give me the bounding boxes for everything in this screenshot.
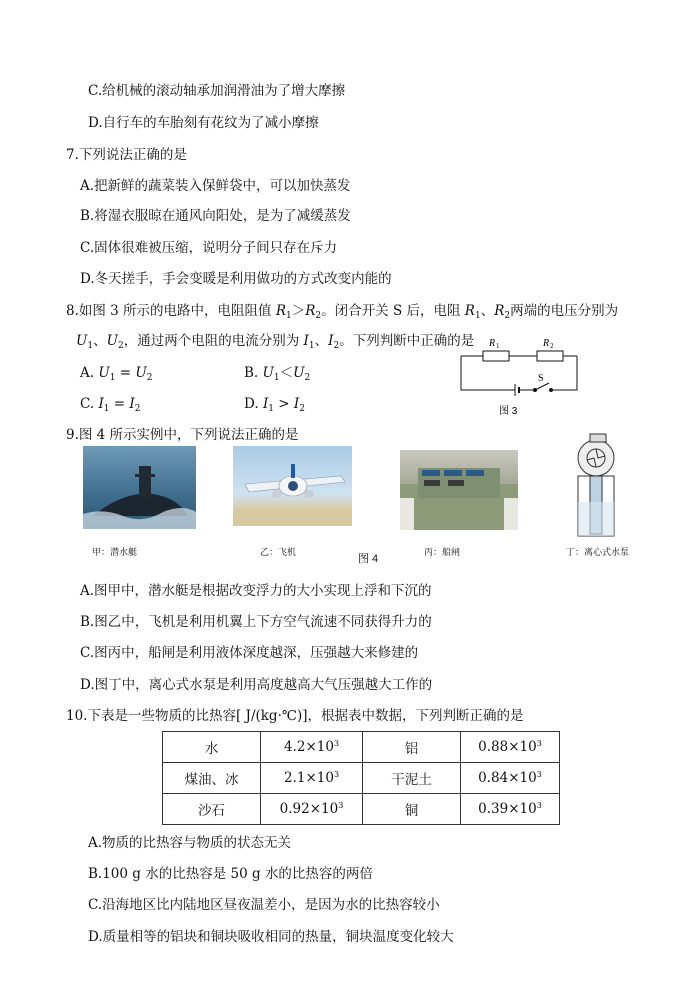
q8-stem-line1: 8.如图 3 所示的电路中，电阻阻值 $R_1>R_2$。闭合开关 S 后，电阻 $R_1$、$R_2$两端的电压分别为 bbox=[66, 303, 619, 321]
ship-lock-photo bbox=[400, 450, 518, 530]
caption-airplane: 乙：飞机 bbox=[260, 548, 297, 558]
svg-text:1: 1 bbox=[496, 342, 500, 350]
table-cell: 铜 bbox=[363, 794, 461, 825]
q6-option-d: D.自行车的车胎刻有花纹为了减小摩擦 bbox=[88, 115, 319, 131]
q9-option-d: D.图丁中，离心式水泵是利用高度越高大气压强越大工作的 bbox=[80, 677, 433, 693]
circuit-diagram bbox=[455, 334, 585, 416]
resistor-r1 bbox=[483, 351, 509, 361]
q10-stem: 10.下表是一些物质的比热容[ J/(kg·℃)]，根据表中数据，下列判断正确的是 bbox=[66, 708, 524, 724]
switch-label: S bbox=[538, 373, 544, 384]
figure-3-label: 图 3 bbox=[499, 406, 518, 416]
svg-text:R: R bbox=[543, 338, 550, 349]
q7-option-d: D.冬天搓手，手会变暖是利用做功的方式改变内能的 bbox=[80, 271, 392, 287]
caption-ship-lock: 丙：船闸 bbox=[424, 548, 461, 558]
table-cell: $4.2\times 10^3$ bbox=[261, 732, 363, 763]
q7-option-c: C.固体很难被压缩，说明分子间只存在斥力 bbox=[80, 240, 338, 256]
q10-option-a: A.物质的比热容与物质的状态无关 bbox=[88, 835, 292, 851]
table-cell: $0.88\times 10^3$ bbox=[461, 732, 560, 763]
table-cell: 铝 bbox=[363, 732, 461, 763]
table-cell: 沙石 bbox=[163, 794, 261, 825]
submarine-photo bbox=[83, 446, 196, 529]
q10-option-b: B.100 g 水的比热容是 50 g 水的比热容的两倍 bbox=[88, 866, 373, 882]
q8-stem-line2: $U_1$、$U_2$，通过两个电阻的电流分别为 $I_1$、$I_2$。下列判断中正确的是 bbox=[76, 333, 475, 351]
figure-4-label: 图 4 bbox=[358, 553, 379, 565]
specific-heat-table bbox=[162, 731, 560, 825]
q7-option-b: B.将湿衣服晾在通风向阳处，是为了减缓蒸发 bbox=[80, 208, 351, 224]
q7-option-a: A.把新鲜的蔬菜装入保鲜袋中，可以加快蒸发 bbox=[80, 178, 351, 194]
table-row bbox=[163, 732, 560, 763]
q8-option-c: C. $I_1 = I_2$ bbox=[80, 396, 141, 414]
svg-text:2: 2 bbox=[550, 342, 554, 350]
airplane-photo bbox=[233, 446, 352, 526]
caption-submarine: 甲：潜水艇 bbox=[92, 548, 138, 558]
table-cell: 水 bbox=[163, 732, 261, 763]
q10-option-d: D.质量相等的铝块和铜块吸收相同的热量，铜块温度变化较大 bbox=[88, 929, 454, 945]
table-row bbox=[163, 763, 560, 794]
q8-option-b: B. $U_1<U_2$ bbox=[244, 365, 311, 383]
caption-pump: 丁：离心式水泵 bbox=[566, 548, 630, 558]
q9-option-a: A.图甲中，潜水艇是根据改变浮力的大小实现上浮和下沉的 bbox=[80, 583, 432, 599]
q9-option-c: C.图丙中，船闸是利用液体深度越深，压强越大来修建的 bbox=[80, 645, 419, 661]
q9-option-b: B.图乙中，飞机是利用机翼上下方空气流速不同获得升力的 bbox=[80, 614, 432, 630]
q7-stem: 7.下列说法正确的是 bbox=[66, 147, 187, 163]
q6-option-c: C.给机械的滚动轴承加润滑油为了增大摩擦 bbox=[88, 83, 346, 99]
table-row bbox=[163, 794, 560, 825]
q9-stem: 9.图 4 所示实例中，下列说法正确的是 bbox=[66, 427, 299, 443]
q8-option-d: D. $I_1 > I_2$ bbox=[244, 396, 305, 414]
q8-option-a: A. $U_1 = U_2$ bbox=[80, 365, 153, 383]
table-cell: $0.84\times 10^3$ bbox=[461, 763, 560, 794]
resistor-r2 bbox=[537, 351, 563, 361]
centrifugal-pump-diagram bbox=[568, 432, 628, 540]
table-cell: 干泥土 bbox=[363, 763, 461, 794]
table-cell: 煤油、冰 bbox=[163, 763, 261, 794]
svg-text:R: R bbox=[489, 338, 496, 349]
table-cell: $0.39\times 10^3$ bbox=[461, 794, 560, 825]
table-cell: $0.92\times 10^3$ bbox=[261, 794, 363, 825]
table-cell: $2.1\times 10^3$ bbox=[261, 763, 363, 794]
q10-option-c: C.沿海地区比内陆地区昼夜温差小，是因为水的比热容较小 bbox=[88, 897, 440, 913]
